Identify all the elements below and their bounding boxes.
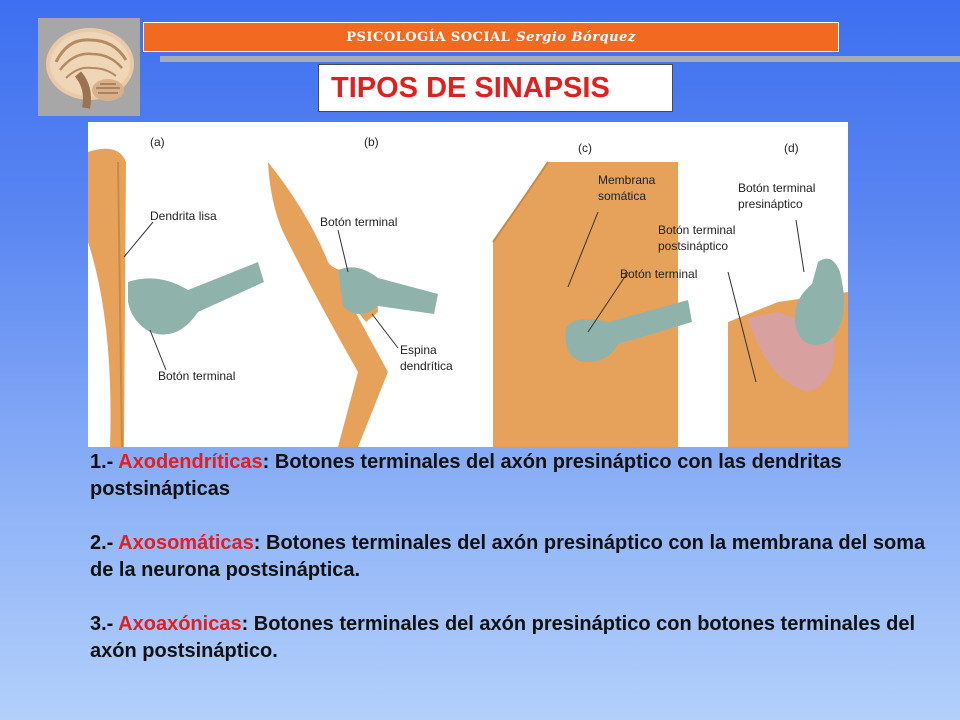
panel-c	[493, 141, 697, 447]
panel-d	[658, 141, 848, 447]
slide-title: TIPOS DE SINAPSIS	[318, 64, 673, 112]
panel-d-letter: (d)	[784, 141, 799, 155]
panel-a-letter: (a)	[150, 135, 165, 149]
list-item	[90, 449, 950, 503]
panel-d-label-postsinaptico: postsináptico	[658, 239, 729, 253]
panel-d-label-presinaptico: presináptico	[738, 197, 803, 211]
author-name: Sergio Bórquez	[516, 29, 636, 45]
course-banner	[143, 22, 839, 52]
panel-c-label-somatica: somática	[598, 189, 647, 203]
item-number: 2.-	[90, 532, 114, 554]
panel-b-letter: (b)	[364, 135, 379, 149]
item-number: 3.-	[90, 613, 114, 635]
item-term: Axodendríticas	[118, 451, 263, 473]
brain-logo	[38, 18, 140, 116]
item-term: Axoaxónicas	[118, 613, 242, 635]
synapse-figure	[88, 122, 848, 447]
panel-d-label-boton-pre: Botón terminal	[738, 181, 816, 195]
panel-a-label-boton: Botón terminal	[158, 369, 236, 383]
panel-c-label-membrana: Membrana	[598, 173, 656, 187]
item-description: : Botones terminales del axón presináptico con botones terminales del axón postsináptico.	[90, 613, 916, 662]
panel-a-label-dendrita: Dendrita lisa	[150, 209, 217, 223]
item-description: : Botones terminales del axón presináptico con las dendritas postsinápticas	[90, 451, 842, 500]
item-term: Axosomáticas	[118, 532, 254, 554]
panel-c-label-boton: Botón terminal	[620, 267, 698, 281]
panel-d-label-boton-post: Botón terminal	[658, 223, 736, 237]
item-number: 1.-	[90, 451, 114, 473]
course-name: PSICOLOGÍA SOCIAL	[346, 29, 511, 45]
item-description: : Botones terminales del axón presináptico con la membrana del soma de la neurona postsináptica.	[90, 532, 926, 581]
panel-c-letter: (c)	[578, 141, 592, 155]
header-divider	[160, 56, 960, 62]
synapse-types-list	[90, 449, 950, 692]
list-item	[90, 611, 950, 665]
panel-b-label-espina: Espina	[400, 343, 437, 357]
list-item	[90, 530, 950, 584]
panel-b	[268, 135, 453, 447]
panel-b-label-dendritica: dendrítica	[400, 359, 453, 373]
panel-a	[88, 135, 264, 447]
panel-b-label-boton: Botón terminal	[320, 215, 398, 229]
